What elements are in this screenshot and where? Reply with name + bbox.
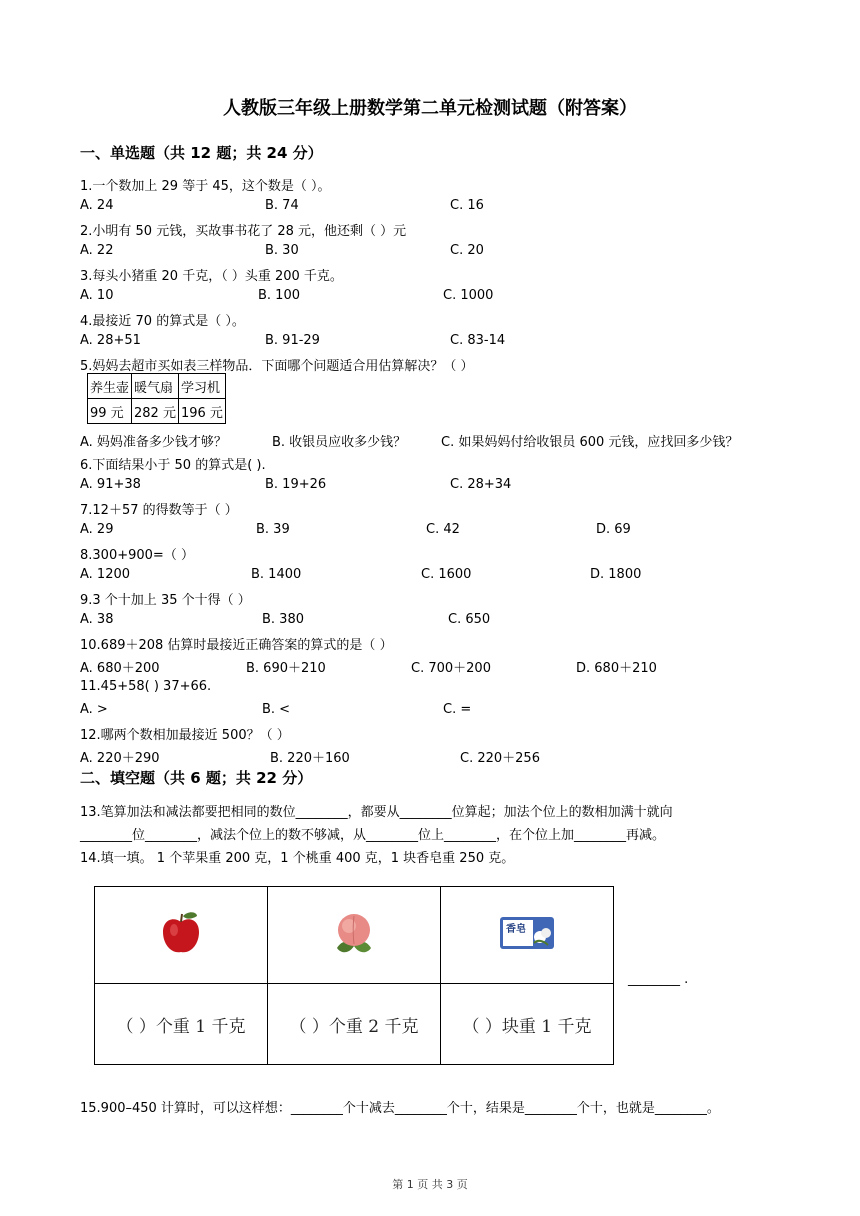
peach-cell [268, 887, 441, 984]
question-15: 15.900–450 计算时，可以这样想：________个十减去________个十，结果是________个十，也就是________。 [80, 1101, 720, 1116]
q8-option-c: C. 1600 [421, 567, 472, 582]
page-footer: 第 1 页 共 3 页 [392, 1178, 468, 1191]
price-table-cell: 99 元 [88, 399, 132, 424]
q8-option-a: A. 1200 [80, 567, 131, 582]
question-3: 3.每头小猪重 20 千克，（ ）头重 200 千克。 [80, 269, 343, 284]
section-heading-single-choice: 一、单选题（共 12 题；共 24 分） [80, 144, 323, 162]
q10-option-a: A. 680＋200 [80, 661, 160, 676]
question-1: 1.一个数加上 29 等于 45，这个数是（ ）。 [80, 179, 331, 194]
q6-option-c: C. 28+34 [450, 477, 512, 492]
soap-box-icon [498, 913, 556, 953]
q9-option-b: B. 380 [262, 612, 304, 627]
q11-option-c: C. = [443, 702, 472, 717]
price-table-cell: 282 元 [132, 399, 179, 424]
q2-option-c: C. 20 [450, 243, 484, 258]
apple-answer-cell: （ ）个重 1 千克 [95, 984, 268, 1065]
q3-option-b: B. 100 [258, 288, 300, 303]
q2-option-b: B. 30 [265, 243, 299, 258]
price-table-cell: 196 元 [178, 399, 225, 424]
q8-option-b: B. 1400 [251, 567, 302, 582]
question-11: 11.45+58( ) 37+66. [80, 679, 212, 694]
q4-option-c: C. 83-14 [450, 333, 506, 348]
q12-option-c: C. 220＋256 [460, 751, 540, 766]
q3-option-c: C. 1000 [443, 288, 494, 303]
peach-icon [329, 908, 379, 958]
question-9: 9.3 个十加上 35 个十得（ ） [80, 593, 251, 608]
q6-option-b: B. 19+26 [265, 477, 327, 492]
q7-option-b: B. 39 [256, 522, 290, 537]
q11-option-b: B. < [262, 702, 291, 717]
q9-option-c: C. 650 [448, 612, 491, 627]
q12-option-b: B. 220＋160 [270, 751, 350, 766]
q7-option-d: D. 69 [596, 522, 631, 537]
q1-option-b: B. 74 [265, 198, 299, 213]
question-13-line-1: 13.笔算加法和减法都要把相同的数位________，都要从________位算起；加法个位上的数相加满十就向 [80, 805, 673, 820]
q2-option-a: A. 22 [80, 243, 114, 258]
question-4: 4.最接近 70 的算式是（ ）。 [80, 314, 245, 329]
question-7: 7.12＋57 的得数等于（ ） [80, 503, 238, 518]
q8-option-d: D. 1800 [590, 567, 642, 582]
q10-option-c: C. 700＋200 [411, 661, 491, 676]
apple-cell [95, 887, 268, 984]
weight-table [94, 886, 614, 1065]
page-title: 人教版三年级上册数学第二单元检测试题（附答案） [223, 98, 637, 119]
q10-option-d: D. 680＋210 [576, 661, 657, 676]
q5-option-b: B. 收银员应收多少钱？ [272, 435, 407, 450]
q12-option-a: A. 220＋290 [80, 751, 160, 766]
q4-option-a: A. 28+51 [80, 333, 141, 348]
q7-option-a: A. 29 [80, 522, 114, 537]
q6-option-a: A. 91+38 [80, 477, 141, 492]
q1-option-c: C. 16 [450, 198, 484, 213]
question-8: 8.300+900=（ ） [80, 548, 194, 563]
q14-answer-blank: ________ . [628, 972, 689, 987]
q3-option-a: A. 10 [80, 288, 114, 303]
question-14: 14.填一填。 1 个苹果重 200 克，1 个桃重 400 克，1 块香皂重 250 克。 [80, 851, 515, 866]
question-2: 2.小明有 50 元钱，买故事书花了 28 元，他还剩（ ）元 [80, 224, 407, 239]
question-10: 10.689＋208 估算时最接近正确答案的算式的是（ ） [80, 638, 393, 653]
q7-option-c: C. 42 [426, 522, 460, 537]
q10-option-b: B. 690＋210 [246, 661, 326, 676]
q4-option-b: B. 91-29 [265, 333, 320, 348]
question-12: 12.哪两个数相加最接近 500？（ ） [80, 728, 290, 743]
q11-option-a: A. > [80, 702, 108, 717]
price-table [87, 373, 226, 424]
q1-option-a: A. 24 [80, 198, 114, 213]
q9-option-a: A. 38 [80, 612, 114, 627]
price-table-header: 学习机 [178, 374, 225, 399]
soap-cell [441, 887, 614, 984]
price-table-header: 暖气扇 [132, 374, 179, 399]
soap-answer-cell: （ ）块重 1 千克 [441, 984, 614, 1065]
q5-option-c: C. 如果妈妈付给收银员 600 元钱，应找回多少钱？ [441, 435, 739, 450]
question-6: 6.下面结果小于 50 的算式是( ). [80, 458, 266, 473]
peach-answer-cell: （ ）个重 2 千克 [268, 984, 441, 1065]
apple-icon [159, 910, 203, 956]
q5-option-a: A. 妈妈准备多少钱才够？ [80, 435, 227, 450]
question-5: 5.妈妈去超市买如表三样物品．下面哪个问题适合用估算解决？（ ） [80, 359, 474, 374]
price-table-header: 养生壶 [88, 374, 132, 399]
soap-label: 香皂 [506, 924, 526, 935]
question-13-line-2: ________位________，减法个位上的数不够减，从________位上________，在个位上加________再减。 [80, 828, 666, 843]
section-heading-fill-in: 二、填空题（共 6 题；共 22 分） [80, 769, 313, 787]
